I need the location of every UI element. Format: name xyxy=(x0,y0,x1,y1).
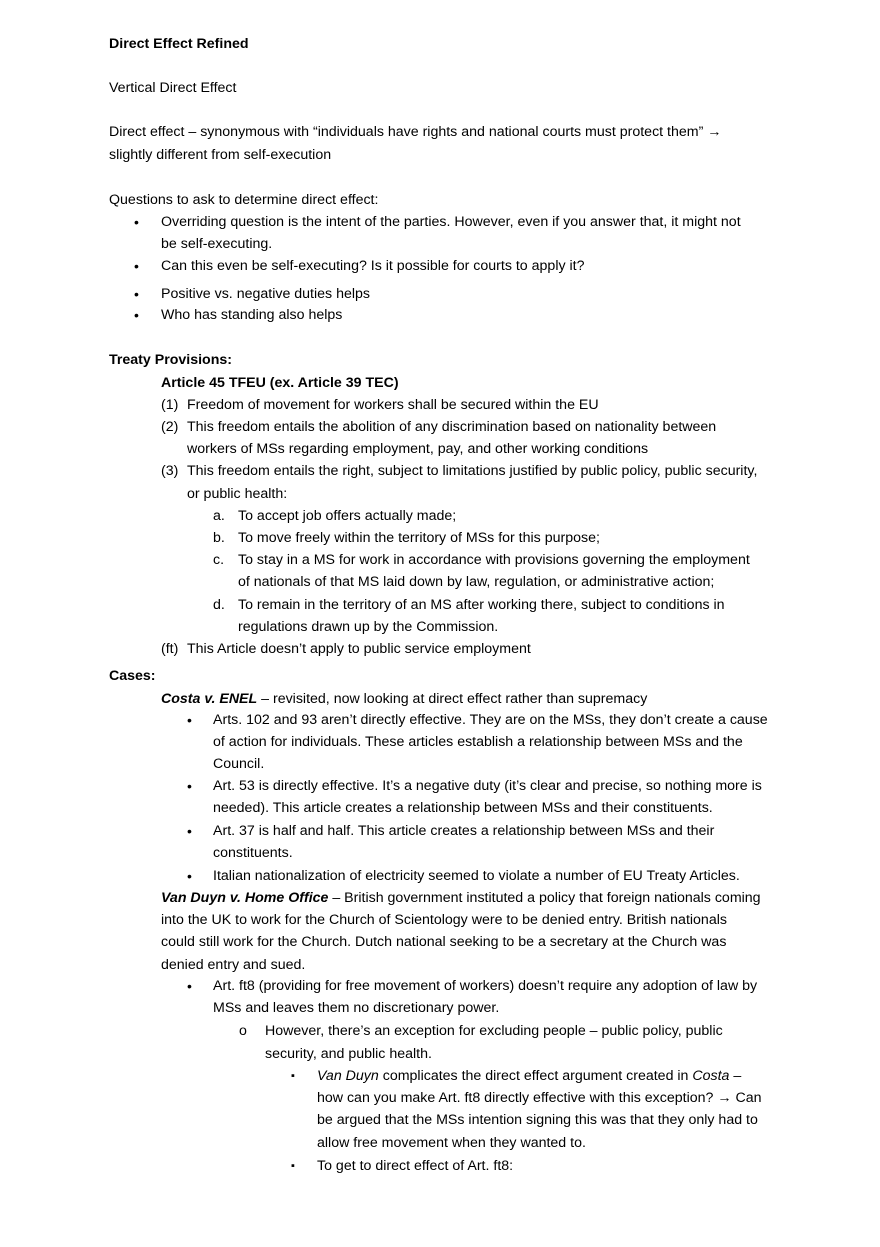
provision-1: Freedom of movement for workers shall be secured within the EU xyxy=(187,397,599,413)
inline-text: – xyxy=(729,1068,742,1084)
costa-point-1-line-1: Arts. 102 and 93 aren’t directly effective. They are on the MSs, they don’t create a cause xyxy=(213,712,768,728)
vanduyn-desc-line-3: could still work for the Church. Dutch national seeking to be a secretary at the Church was xyxy=(161,934,727,950)
provision-3d-line-2: regulations drawn up by the Commission. xyxy=(238,619,499,635)
square-bullet-icon: ▪ xyxy=(291,1070,295,1082)
vanduyn-square-1-line-4: allow free movement when they wanted to. xyxy=(317,1135,586,1151)
question-item-1-line-1: Overriding question is the intent of the parties. However, even if you answer that, it might not xyxy=(161,214,741,230)
list-marker: (ft) xyxy=(161,641,179,657)
vanduyn-point-1-line-1: Art. ft8 (providing for free movement of workers) doesn’t require any adoption of law by xyxy=(213,978,758,994)
section-heading-vertical: Vertical Direct Effect xyxy=(109,80,237,96)
bullet-icon: • xyxy=(134,286,139,302)
costa-point-4: Italian nationalization of electricity seemed to violate a number of EU Treaty Articles. xyxy=(213,868,740,884)
bullet-icon: • xyxy=(187,823,192,839)
costa-point-3-line-1: Art. 37 is half and half. This article creates a relationship between MSs and their xyxy=(213,823,715,839)
case-reference: Van Duyn xyxy=(317,1068,379,1084)
bullet-icon: • xyxy=(134,307,139,323)
vanduyn-point-1-line-2: MSs and leaves them no discretionary power. xyxy=(213,1000,500,1016)
vanduyn-square-1-line-2: how can you make Art. ft8 directly effective with this exception? → Can xyxy=(317,1090,762,1106)
list-marker: c. xyxy=(213,552,225,568)
bullet-icon: • xyxy=(134,258,139,274)
square-bullet-icon: ▪ xyxy=(291,1160,295,1172)
case-costa-heading xyxy=(161,688,647,710)
provision-4: This Article doesn’t apply to public service employment xyxy=(187,641,531,657)
vanduyn-square-2: To get to direct effect of Art. ft8: xyxy=(317,1158,514,1174)
provision-3-line-1: This freedom entails the right, subject to limitations justified by public policy, public security, xyxy=(187,463,758,479)
provision-3c-line-2: of nationals of that MS laid down by law, regulation, or administrative action; xyxy=(238,574,715,590)
provision-2-line-1: This freedom entails the abolition of any discrimination based on nationality between xyxy=(187,419,717,435)
provision-2-line-2: workers of MSs regarding employment, pay, and other working conditions xyxy=(187,441,649,457)
list-marker: (3) xyxy=(161,463,179,479)
bullet-icon: • xyxy=(187,868,192,884)
question-item-3: Positive vs. negative duties helps xyxy=(161,286,370,302)
questions-heading: Questions to ask to determine direct effect: xyxy=(109,192,379,208)
costa-point-3-line-2: constituents. xyxy=(213,845,293,861)
article-title: Article 45 TFEU (ex. Article 39 TEC) xyxy=(161,375,399,391)
vanduyn-subpoint-line-1: However, there’s an exception for excluding people – public policy, public xyxy=(265,1023,723,1039)
case-description: – revisited, now looking at direct effect rather than supremacy xyxy=(257,691,648,707)
inline-text: complicates the direct effect argument created in xyxy=(378,1068,693,1084)
vanduyn-desc-line-4: denied entry and sued. xyxy=(161,957,306,973)
list-marker: (1) xyxy=(161,397,179,413)
list-marker: (2) xyxy=(161,419,179,435)
case-name: Van Duyn v. Home Ofﬁce xyxy=(161,890,329,906)
circle-bullet-icon: o xyxy=(239,1023,247,1039)
question-item-4: Who has standing also helps xyxy=(161,307,343,323)
bullet-icon: • xyxy=(187,778,192,794)
case-name: Costa v. ENEL xyxy=(161,691,258,707)
question-item-1-line-2: be self-executing. xyxy=(161,236,273,252)
costa-point-2-line-2: needed). This article creates a relationship between MSs and their constituents. xyxy=(213,800,713,816)
list-marker: a. xyxy=(213,508,225,524)
bullet-icon: • xyxy=(187,712,192,728)
case-description: – British government instituted a policy that foreign nationals coming xyxy=(328,890,761,906)
cases-heading: Cases: xyxy=(109,668,156,684)
document-title: Direct Effect Refined xyxy=(109,36,249,52)
list-marker: d. xyxy=(213,597,225,613)
costa-point-2-line-1: Art. 53 is directly effective. It’s a negative duty (it’s clear and precise, so nothing more is xyxy=(213,778,762,794)
list-marker: b. xyxy=(213,530,225,546)
treaty-heading: Treaty Provisions: xyxy=(109,352,233,368)
bullet-icon: • xyxy=(187,978,192,994)
provision-3-line-2: or public health: xyxy=(187,486,288,502)
vanduyn-desc-line-2: into the UK to work for the Church of Scientology were to be denied entry. British nationals xyxy=(161,912,727,928)
provision-3a: To accept job offers actually made; xyxy=(238,508,457,524)
case-reference: Costa xyxy=(692,1068,730,1084)
vanduyn-subpoint-line-2: security, and public health. xyxy=(265,1046,432,1062)
vanduyn-square-1-line-1 xyxy=(317,1065,741,1087)
costa-point-1-line-3: Council. xyxy=(213,756,265,772)
intro-line-1: Direct effect – synonymous with “individuals have rights and national courts must protect them” → xyxy=(109,124,722,140)
vanduyn-square-1-line-3: be argued that the MSs intention signing this was that they only had to xyxy=(317,1112,758,1128)
costa-point-1-line-2: of action for individuals. These articles establish a relationship between MSs and the xyxy=(213,734,743,750)
bullet-icon: • xyxy=(134,214,139,230)
provision-3c-line-1: To stay in a MS for work in accordance with provisions governing the employment xyxy=(238,552,750,568)
provision-3b: To move freely within the territory of MSs for this purpose; xyxy=(238,530,600,546)
question-item-2: Can this even be self-executing? Is it possible for courts to apply it? xyxy=(161,258,585,274)
intro-line-2: slightly different from self-execution xyxy=(109,147,332,163)
case-vanduyn-heading xyxy=(161,887,761,909)
provision-3d-line-1: To remain in the territory of an MS after working there, subject to conditions in xyxy=(238,597,725,613)
